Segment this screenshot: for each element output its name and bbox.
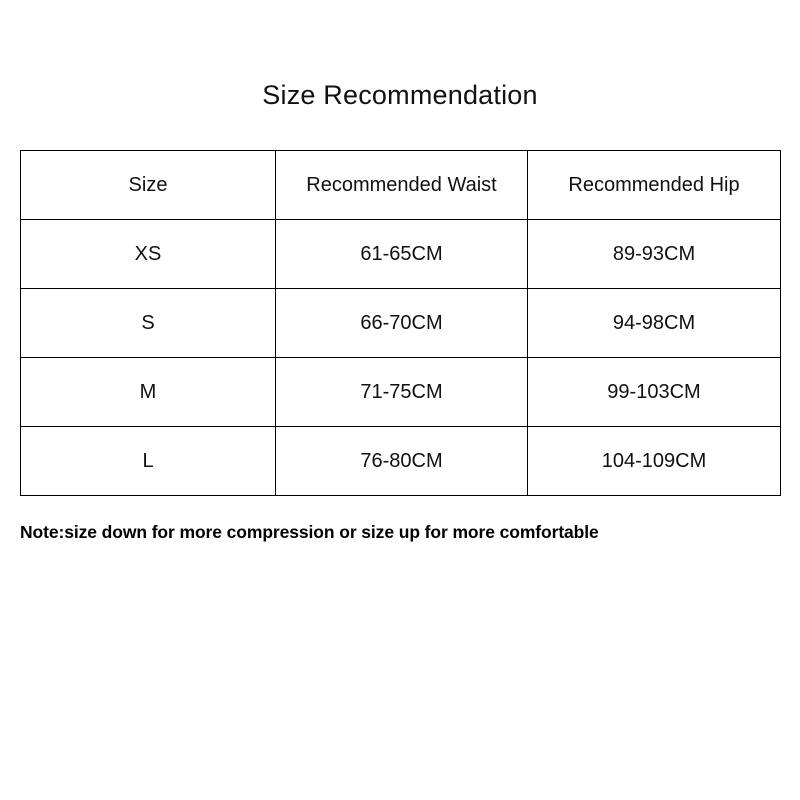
table-header-row	[21, 151, 781, 220]
cell-waist: 61-65CM	[276, 220, 528, 289]
cell-waist: 71-75CM	[276, 358, 528, 427]
column-header-recommended-hip: Recommended Hip	[528, 151, 781, 220]
table-row	[21, 358, 781, 427]
cell-hip: 104-109CM	[528, 427, 781, 496]
page-title: Size Recommendation	[262, 80, 538, 110]
table-row	[21, 427, 781, 496]
column-header-size: Size	[21, 151, 276, 220]
cell-waist: 76-80CM	[276, 427, 528, 496]
cell-hip: 89-93CM	[528, 220, 781, 289]
table-row	[21, 289, 781, 358]
cell-hip: 99-103CM	[528, 358, 781, 427]
cell-size: S	[21, 289, 276, 358]
size-table-container	[20, 150, 780, 496]
cell-size: L	[21, 427, 276, 496]
cell-waist: 66-70CM	[276, 289, 528, 358]
cell-hip: 94-98CM	[528, 289, 781, 358]
cell-size: M	[21, 358, 276, 427]
column-header-recommended-waist: Recommended Waist	[276, 151, 528, 220]
size-note: Note:size down for more compression or size up for more comfortable	[20, 522, 599, 542]
table-row	[21, 220, 781, 289]
cell-size: XS	[21, 220, 276, 289]
size-table	[20, 150, 781, 496]
